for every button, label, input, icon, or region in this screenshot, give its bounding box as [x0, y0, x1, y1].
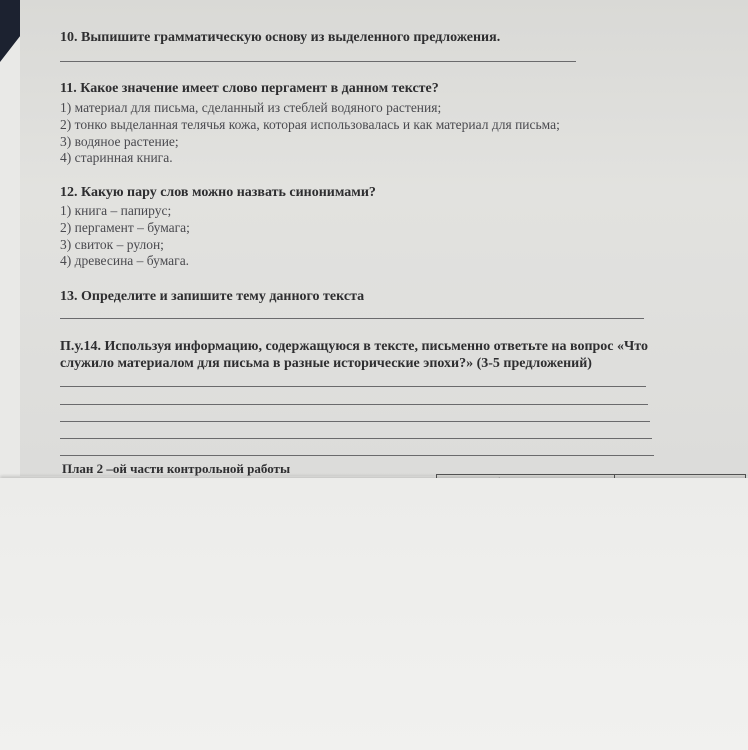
question-10-title: 10. Выпишите грамматическую основу из выделенного предложения.: [60, 30, 501, 45]
answer-line-13: [60, 318, 644, 319]
q11-option-2: 2) тонко выделанная телячья кожа, которая использовалась и как материал для письма;: [60, 117, 560, 132]
answer-line-10: [60, 61, 576, 62]
q12-option-3: 3) свиток – рулон;: [60, 237, 164, 252]
answer-line-14-3: [60, 421, 650, 422]
blank-paper-area: [0, 478, 748, 750]
answer-line-14-2: [60, 404, 648, 405]
answer-line-14-5: [60, 455, 654, 456]
question-11-title: 11. Какое значение имеет слово пергамент в данном тексте?: [60, 81, 439, 96]
q12-option-4: 4) древесина – бумага.: [60, 253, 190, 268]
q11-option-4: 4) старинная книга.: [60, 150, 173, 165]
answer-line-14-4: [60, 438, 652, 439]
question-12-title: 12. Какую пару слов можно назвать синонимами?: [60, 185, 376, 200]
q11-option-3: 3) водяное растение;: [60, 134, 179, 149]
plan-title: План 2 –ой части контрольной работы: [62, 461, 291, 476]
worksheet-page: [20, 0, 748, 476]
question-14-line-1: П.у.14. Используя информацию, содержащуюся в тексте, письменно ответьте на вопрос «Что: [60, 339, 648, 354]
answer-line-14-1: [60, 386, 646, 387]
question-14-line-2: служило материалом для письма в разные исторические эпохи?» (3-5 предложений): [60, 356, 592, 371]
q12-option-2: 2) пергамент – бумага;: [60, 220, 190, 235]
q11-option-1: 1) материал для письма, сделанный из стеблей водяного растения;: [60, 100, 442, 115]
q12-option-1: 1) книга – папирус;: [60, 203, 172, 218]
question-13-title: 13. Определите и запишите тему данного текста: [60, 289, 365, 304]
